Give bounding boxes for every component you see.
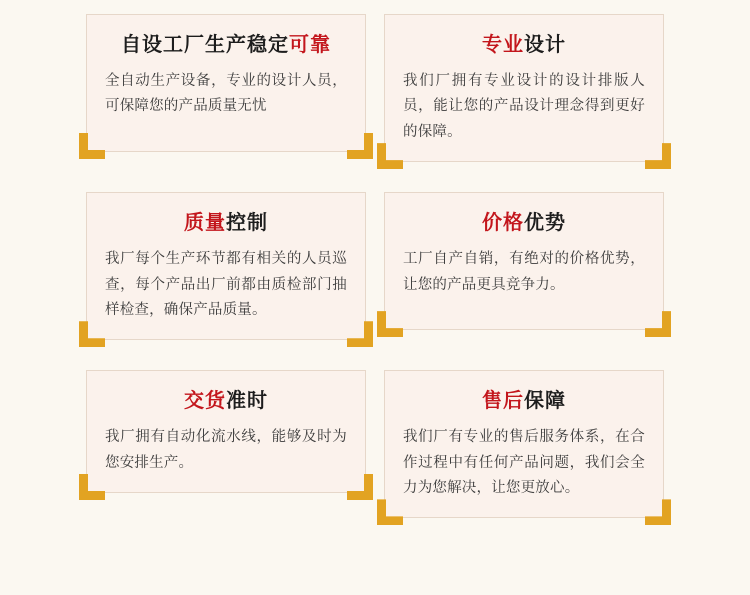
advantage-card-body-5: 我厂拥有自动化流水线，能够及时为您安排生产。 [105,429,347,471]
corner-bracket-bottom-left-icon [377,311,403,337]
title-segment-dark: 准时 [226,390,268,413]
title-segment-red: 专业 [482,34,524,56]
corner-bracket-bottom-left-icon [79,474,105,500]
title-segment-dark: 优势 [524,212,566,235]
title-segment-red: 售后 [482,390,524,413]
advantage-cell-1 [86,14,366,176]
advantage-card-grid [0,14,750,532]
advantage-card-body-1: 全自动生产设备，专业的设计人员，可保障您的产品质量无忧 [105,73,347,115]
advantage-card-body-3: 我厂每个生产环节都有相关的人员巡查，每个产品出厂前都由质检部门抽样检查，确保产品质量。 [105,251,347,318]
advantage-card-on-time-delivery [86,370,366,493]
advantage-cell-2 [384,14,664,176]
advantage-card-title-6 [403,389,645,413]
title-segment-dark: 控制 [226,212,268,235]
advantage-card-title-3 [105,211,347,235]
advantage-card-title-5 [105,389,347,413]
advantage-card-body-2: 我们厂拥有专业设计的设计排版人员，能让您的产品设计理念得到更好的保障。 [403,73,645,140]
corner-bracket-bottom-left-icon [377,143,403,169]
advantage-card-quality-control [86,192,366,340]
title-segment-dark: 自设工厂生产稳定 [121,34,289,56]
advantage-card-professional-design [384,14,664,162]
advantage-cell-6 [384,370,664,532]
corner-bracket-bottom-right-icon [347,321,373,347]
title-segment-red: 可靠 [289,34,331,56]
advantage-card-title-4 [403,211,645,235]
advantage-card-after-sales-guarantee [384,370,664,518]
advantage-card-title-2 [403,33,645,57]
advantage-cell-4 [384,192,664,354]
title-segment-red: 价格 [482,212,524,235]
advantage-cell-3 [86,192,366,354]
corner-bracket-bottom-left-icon [377,499,403,525]
corner-bracket-bottom-right-icon [645,143,671,169]
advantage-card-title-1 [105,33,347,57]
corner-bracket-bottom-right-icon [347,133,373,159]
corner-bracket-bottom-right-icon [645,499,671,525]
title-segment-dark: 设计 [524,34,566,56]
corner-bracket-bottom-right-icon [645,311,671,337]
title-segment-dark: 保障 [524,390,566,413]
advantage-card-price-advantage [384,192,664,330]
advantage-card-factory-stability [86,14,366,152]
advantage-card-body-6: 我们厂有专业的售后服务体系，在合作过程中有任何产品问题，我们会全力为您解决，让您更放心。 [403,429,645,496]
corner-bracket-bottom-left-icon [79,133,105,159]
advantage-card-body-4: 工厂自产自销，有绝对的价格优势，让您的产品更具竞争力。 [403,251,645,293]
corner-bracket-bottom-left-icon [79,321,105,347]
corner-bracket-bottom-right-icon [347,474,373,500]
title-segment-red: 交货 [184,390,226,413]
title-segment-red: 质量 [184,212,226,235]
advantage-cell-5 [86,370,366,532]
